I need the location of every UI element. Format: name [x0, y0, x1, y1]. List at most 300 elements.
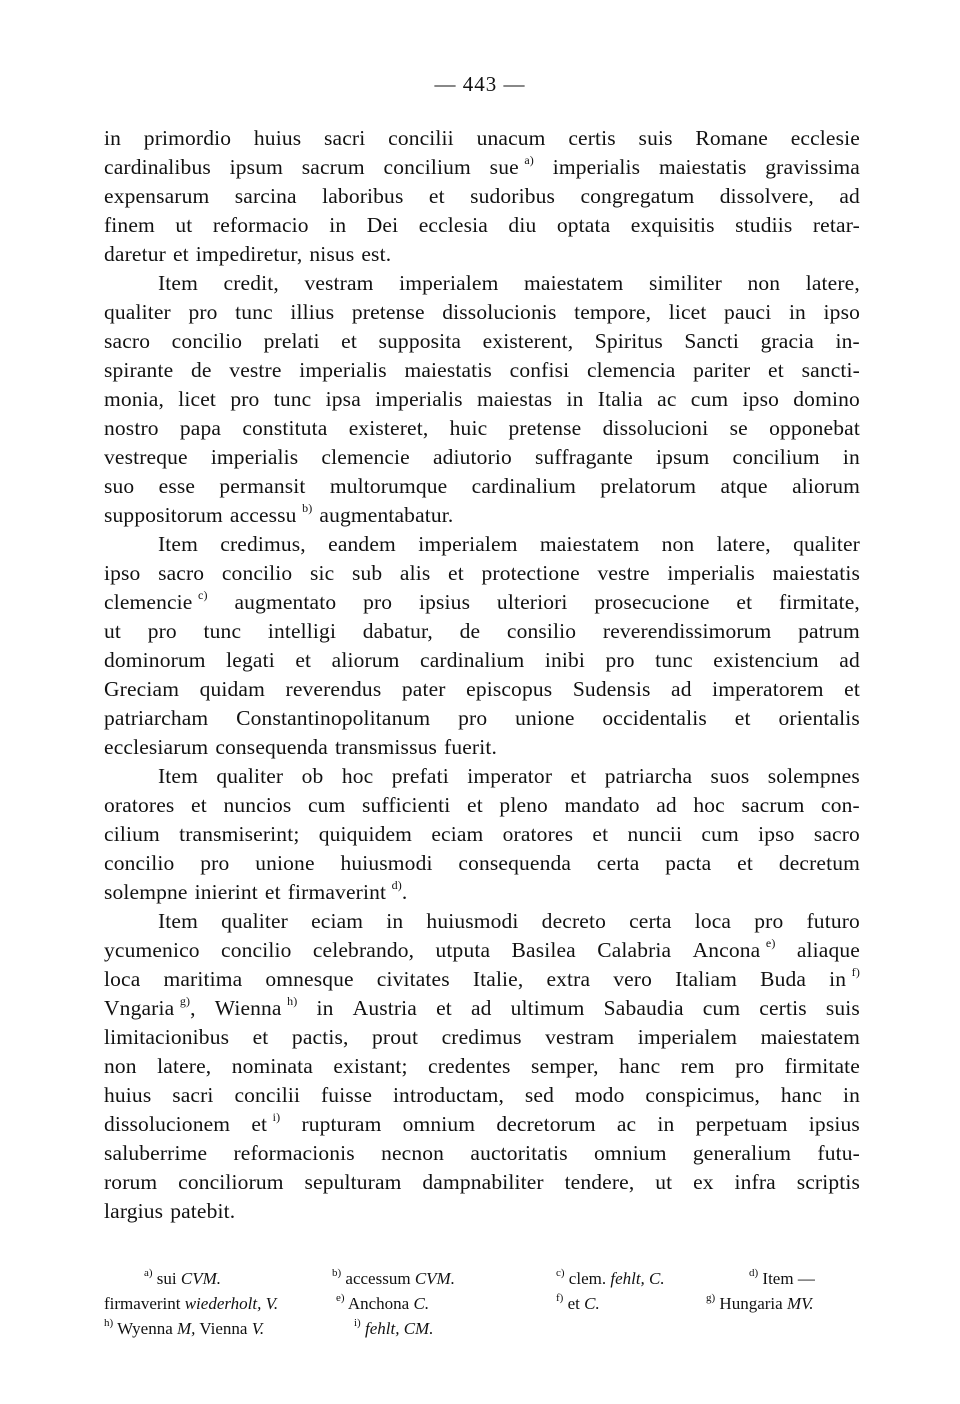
word: ipsius — [808, 1112, 860, 1136]
word: ipsa — [325, 387, 361, 411]
word: Ancona $^{e)}$ — [692, 935, 776, 962]
word: constituta — [242, 416, 328, 440]
text-line — [104, 617, 860, 646]
word: concilio — [171, 329, 243, 353]
word: et — [295, 648, 312, 672]
word: occidentalis — [602, 706, 707, 730]
word: nisus — [309, 242, 355, 266]
word: optata — [556, 213, 611, 237]
word: reformacio — [212, 213, 309, 237]
word: Italie, — [472, 967, 524, 991]
footnote-text: Vienna — [199, 1319, 248, 1338]
word: non — [747, 271, 781, 295]
text-line — [104, 385, 860, 414]
word: intelligi — [267, 619, 337, 643]
word: concilii — [234, 1083, 301, 1107]
word: Buda — [760, 967, 807, 991]
word: Basilea — [511, 938, 576, 962]
word: sue $^{a)}$ — [489, 152, 534, 179]
text-line — [104, 443, 860, 472]
footnote-source: V. — [251, 1319, 265, 1338]
word: dissolucionem — [104, 1112, 231, 1136]
word: maiestatem — [539, 532, 640, 556]
word: pro — [188, 300, 218, 324]
word: diu — [508, 213, 537, 237]
text-line — [104, 269, 860, 298]
footnote — [556, 1291, 600, 1316]
text-line — [104, 1052, 860, 1081]
word: ipso — [742, 387, 779, 411]
word: necnon — [381, 1141, 445, 1165]
footnote — [706, 1291, 814, 1316]
page-number: — 443 — — [434, 72, 526, 96]
word: sepulturam — [304, 1170, 402, 1194]
text-line — [104, 530, 860, 559]
word: prelati — [263, 329, 320, 353]
text-line — [104, 1081, 860, 1110]
footnote-text: Anchona — [347, 1294, 410, 1313]
word: tunc — [273, 387, 312, 411]
footnote-marker: e) — [765, 935, 776, 950]
footnote-marker: a) — [524, 152, 534, 167]
word: qualiter — [221, 909, 288, 933]
word: ut — [104, 619, 122, 643]
word: solempne — [104, 880, 188, 904]
body-text — [104, 124, 860, 1226]
word: de — [190, 358, 212, 382]
word: prout — [371, 1025, 419, 1049]
word: futu- — [817, 1141, 860, 1165]
word: saluberrime — [104, 1141, 208, 1165]
word: gracia — [760, 329, 814, 353]
word: se — [729, 416, 748, 440]
word: impediretur, — [195, 242, 303, 266]
word: pro — [605, 648, 635, 672]
footnote-text: firmaverint — [104, 1294, 181, 1313]
text-line — [104, 124, 860, 153]
word: oratores — [104, 793, 175, 817]
word: Item — [158, 271, 198, 295]
word: et — [736, 590, 753, 614]
footnote-line — [104, 1266, 860, 1291]
word: patrum — [798, 619, 860, 643]
text-line — [104, 414, 860, 443]
word: Item — [158, 909, 198, 933]
word: sub — [351, 561, 383, 585]
text-line — [104, 1110, 860, 1139]
word: ycumenico — [104, 938, 200, 962]
word: ipsum — [229, 155, 283, 179]
word: Item — [158, 764, 198, 788]
word: extra — [546, 967, 591, 991]
word: omnesque — [265, 967, 354, 991]
word: in — [104, 126, 122, 150]
word: huiusmodi — [340, 851, 433, 875]
word: ecclesia — [418, 213, 488, 237]
word: primordio — [143, 126, 232, 150]
word: sed — [524, 1083, 555, 1107]
word: Item — [158, 532, 198, 556]
word: largius — [104, 1199, 164, 1223]
footnote-marker: d) — [391, 877, 402, 892]
word: sacri — [324, 126, 366, 150]
word: pariter — [693, 358, 751, 382]
word: loca — [694, 909, 732, 933]
footnote-text: sui — [156, 1269, 177, 1288]
word: imperialis — [552, 155, 641, 179]
word: et $^{i)}$ — [251, 1109, 281, 1136]
footnote-source: fehlt, C. — [610, 1269, 665, 1288]
text-line — [104, 298, 860, 327]
word: sacro — [158, 561, 205, 585]
word: ad — [656, 793, 677, 817]
word: ad — [671, 677, 692, 701]
word: futuro — [806, 909, 860, 933]
word: vestram — [545, 1025, 615, 1049]
word: prefati — [391, 764, 449, 788]
word: adiutorio — [432, 445, 512, 469]
word: dabatur, — [362, 619, 433, 643]
footnote-marker: c) — [556, 1267, 565, 1280]
word: maiestatis — [772, 561, 860, 585]
word: clemencie — [321, 445, 410, 469]
word: imperator — [467, 764, 553, 788]
word: pleno — [499, 793, 548, 817]
footnote-marker: i) — [272, 1109, 281, 1124]
footnote-marker: g) — [179, 993, 191, 1008]
word: supposita — [378, 329, 462, 353]
word: clemencia — [586, 358, 676, 382]
word: in — [566, 387, 584, 411]
word: certis — [568, 126, 616, 150]
word: suo — [104, 474, 135, 498]
word: ex — [693, 1170, 714, 1194]
word: hanc — [619, 1054, 661, 1078]
word: sudoribus — [470, 184, 556, 208]
word: pro — [200, 851, 230, 875]
footnote-marker: b) — [332, 1267, 342, 1280]
word: Calabria — [597, 938, 672, 962]
word: dominorum — [104, 648, 206, 672]
word: Sancti — [684, 329, 740, 353]
word: sacro — [104, 329, 151, 353]
word: Italiam — [675, 967, 738, 991]
word: maritima — [163, 967, 243, 991]
word: et — [428, 184, 445, 208]
word: firmaverint $^{d)}$. — [287, 877, 408, 904]
footnote-source: fehlt, CM. — [364, 1319, 434, 1338]
word: pro — [230, 387, 260, 411]
word: illius — [290, 300, 335, 324]
footnote-line — [104, 1291, 860, 1316]
word: Greciam — [104, 677, 180, 701]
word: ipsum — [656, 445, 710, 469]
word: pretense — [508, 416, 582, 440]
footnote-marker: d) — [749, 1267, 759, 1280]
word: sacro — [813, 822, 860, 846]
word: dissolucionis — [442, 300, 557, 324]
word: inierint — [194, 880, 258, 904]
footnote — [332, 1266, 455, 1291]
word: rupturam — [301, 1112, 382, 1136]
word: imperialis — [375, 387, 463, 411]
word: latere, — [805, 271, 860, 295]
word: ad — [839, 648, 860, 672]
word: solempnes — [767, 764, 860, 788]
word: concilium — [732, 445, 820, 469]
word: transmiserint; — [179, 822, 300, 846]
word: ipso — [823, 300, 860, 324]
word: eandem — [328, 532, 396, 556]
word: vestre — [229, 358, 282, 382]
word: ipso — [104, 561, 141, 585]
word: in — [386, 909, 404, 933]
footnote-text: accessum — [345, 1269, 411, 1288]
word: finem — [104, 213, 155, 237]
word: et — [734, 706, 751, 730]
word: similiter — [648, 271, 722, 295]
word: et — [172, 242, 189, 266]
word: rorum — [104, 1170, 158, 1194]
word: cum — [701, 822, 739, 846]
word: cardinalium — [471, 474, 576, 498]
word: orientalis — [778, 706, 860, 730]
word: unione — [515, 706, 575, 730]
word: generalium — [692, 1141, 792, 1165]
word: Wienna $^{h)}$ — [214, 993, 298, 1020]
word: ut — [655, 1170, 673, 1194]
word: non — [661, 532, 695, 556]
footnote-marker: g) — [706, 1292, 716, 1305]
word: maiestatem — [760, 1025, 860, 1049]
footnote — [749, 1266, 815, 1291]
word: ac — [657, 387, 677, 411]
word: hoc — [341, 764, 374, 788]
text-line — [104, 646, 860, 675]
word: latere, — [157, 1054, 212, 1078]
word: in — [657, 1112, 675, 1136]
word: huiusmodi — [426, 909, 519, 933]
word: celebrando, — [312, 938, 415, 962]
word: congregatum — [580, 184, 695, 208]
footnote-marker: h) — [104, 1317, 114, 1330]
word: vestreque — [104, 445, 188, 469]
word: credimus, — [220, 532, 306, 556]
word: reverendus — [285, 677, 382, 701]
word: fuerit. — [444, 735, 497, 759]
footnote-marker: a) — [144, 1267, 153, 1280]
word: consequenda — [458, 851, 572, 875]
word: eciam — [431, 822, 484, 846]
word: opponebat — [769, 416, 860, 440]
word: multorumque — [329, 474, 448, 498]
footnote-source: wiederholt, V. — [184, 1294, 279, 1313]
word: patriarcha — [604, 764, 693, 788]
word: et — [844, 677, 860, 701]
word: concilii — [388, 126, 454, 150]
word: vestram — [304, 271, 374, 295]
footnote — [354, 1316, 433, 1341]
word: conspicimus, — [645, 1083, 761, 1107]
text-line — [104, 1139, 860, 1168]
word: ac — [616, 1112, 637, 1136]
word: et — [191, 793, 207, 817]
word: conciliorum — [178, 1170, 284, 1194]
word: imperialem — [418, 532, 518, 556]
word: sacrum — [301, 155, 365, 179]
word: ipsius — [419, 590, 471, 614]
word: maiestatem — [524, 271, 624, 295]
word: credentes — [428, 1054, 511, 1078]
word: loca — [104, 967, 141, 991]
word: et — [570, 764, 587, 788]
text-line — [104, 820, 860, 849]
word: et — [252, 1025, 269, 1049]
word: est. — [361, 242, 392, 266]
footnote-source: M, — [177, 1319, 196, 1338]
word: in — [329, 213, 347, 237]
word: concilio — [221, 561, 293, 585]
footnote-marker: e) — [336, 1292, 345, 1305]
word: hoc — [693, 793, 725, 817]
footnote-text: Item — — [762, 1269, 815, 1288]
word: imperialem — [399, 271, 499, 295]
word: consequenda — [215, 735, 329, 759]
footnote-marker: f) — [556, 1292, 564, 1305]
word: licet — [178, 387, 217, 411]
word: et — [467, 793, 483, 817]
word: certa — [629, 909, 672, 933]
word: nuncios — [223, 793, 292, 817]
text-line — [104, 849, 860, 878]
word: maiestatis — [404, 358, 492, 382]
word: ulteriori — [496, 590, 568, 614]
word: rem — [680, 1054, 715, 1078]
word: expensarum — [104, 184, 210, 208]
word: semper, — [531, 1054, 599, 1078]
word: et — [264, 880, 281, 904]
word: quiquidem — [318, 822, 413, 846]
word: cum — [307, 793, 346, 817]
word: quidam — [199, 677, 265, 701]
word: decreto — [541, 909, 606, 933]
word: suffragante — [535, 445, 633, 469]
footnote-source: MV. — [786, 1294, 814, 1313]
text-line — [104, 704, 860, 733]
word: et — [448, 561, 464, 585]
word: scriptis — [796, 1170, 860, 1194]
word: permansit — [219, 474, 306, 498]
word: tendere, — [564, 1170, 635, 1194]
word: utputa — [435, 938, 491, 962]
word: tempore, — [574, 300, 652, 324]
word: imperialem — [637, 1025, 738, 1049]
word: pretense — [351, 300, 425, 324]
text-line — [104, 907, 860, 936]
word: cardinalium — [420, 648, 525, 672]
word: alis — [399, 561, 431, 585]
word: ut — [175, 213, 193, 237]
word: Spiritus — [594, 329, 663, 353]
word: imperatorem — [712, 677, 824, 701]
word: decretum — [778, 851, 860, 875]
text-line — [104, 472, 860, 501]
word: clemencie $^{c)}$ — [104, 587, 208, 614]
word: imperialis — [210, 445, 299, 469]
word: studiis — [735, 213, 793, 237]
word: reformacionis — [233, 1141, 355, 1165]
word: omnium — [402, 1112, 476, 1136]
word: Constantinopolitanum — [236, 706, 431, 730]
text-line — [104, 182, 860, 211]
word: aliorum — [331, 648, 400, 672]
word: augmentato — [234, 590, 337, 614]
footnote — [556, 1266, 665, 1291]
word: cilium — [104, 822, 160, 846]
text-line — [104, 878, 860, 907]
text-line — [104, 327, 860, 356]
word: et — [737, 851, 753, 875]
word: decretorum — [496, 1112, 596, 1136]
word: legati — [226, 648, 275, 672]
word: inibi — [544, 648, 586, 672]
word: imperialis — [299, 358, 387, 382]
footnotes — [104, 1266, 860, 1341]
word: pactis, — [291, 1025, 349, 1049]
word: laboribus — [322, 184, 404, 208]
word: certa — [596, 851, 640, 875]
word: firmitate, — [779, 590, 860, 614]
word: et — [592, 822, 609, 846]
word: retar- — [812, 213, 860, 237]
word: daretur — [104, 242, 166, 266]
word: nuncii — [627, 822, 683, 846]
footnote-source: CVM. — [414, 1269, 455, 1288]
word: augmentabatur. — [319, 503, 454, 527]
word: Austria — [352, 996, 417, 1020]
word: patebit. — [170, 1199, 236, 1223]
word: et — [436, 996, 452, 1020]
word: Sudensis — [572, 677, 651, 701]
text-line — [104, 211, 860, 240]
word: pro — [458, 706, 488, 730]
word: mandato — [564, 793, 640, 817]
word: papa — [179, 416, 222, 440]
word: ad — [470, 996, 492, 1020]
word: sacrum — [741, 793, 805, 817]
word: atque — [720, 474, 768, 498]
text-line — [104, 936, 860, 965]
word: cum — [702, 996, 741, 1020]
word: latere, — [716, 532, 771, 556]
word: aliaque — [796, 938, 860, 962]
word: domino — [793, 387, 860, 411]
word: auctoritatis — [470, 1141, 568, 1165]
footnote — [144, 1266, 221, 1291]
word: pauci — [724, 300, 772, 324]
text-line — [104, 501, 860, 530]
word: ad — [839, 184, 860, 208]
word: reverendissimorum — [602, 619, 772, 643]
text-line — [104, 588, 860, 617]
word: cardinalibus — [104, 155, 211, 179]
footnote-marker: i) — [354, 1317, 361, 1330]
word: et — [341, 329, 357, 353]
word: maiestatis — [658, 155, 747, 179]
word: existeret, — [348, 416, 429, 440]
word: ipso — [758, 822, 795, 846]
word: pacta — [665, 851, 712, 875]
